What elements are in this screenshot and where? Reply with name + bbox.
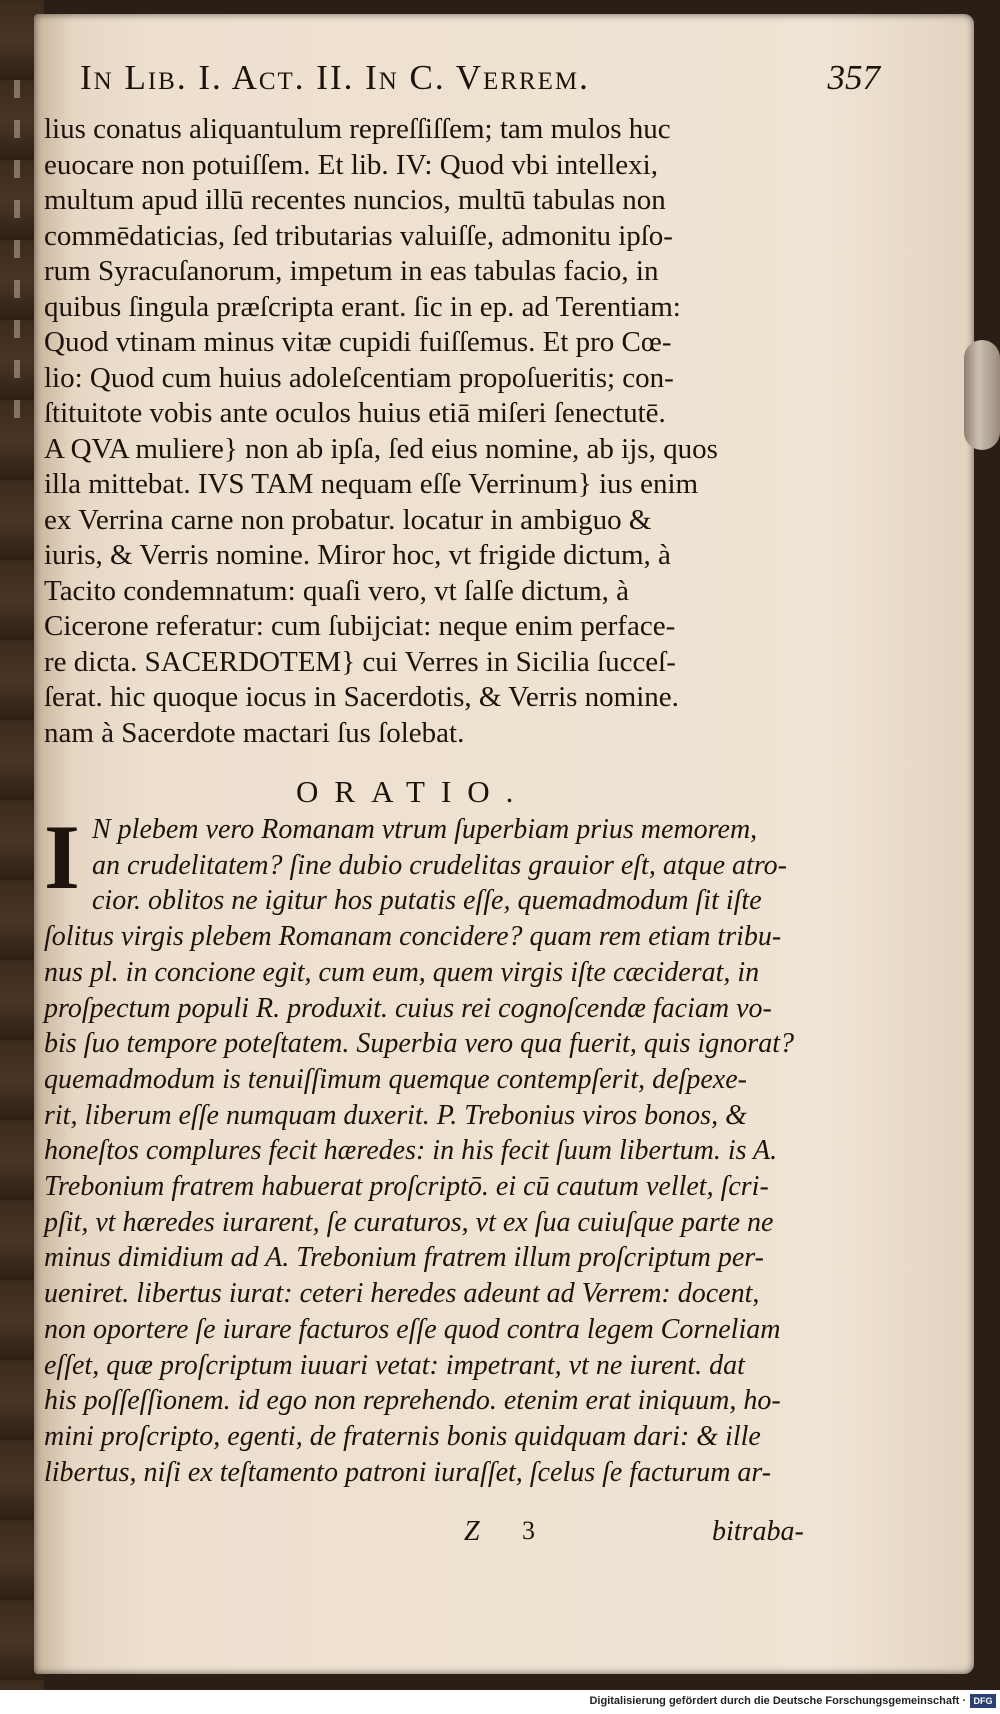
- oratio-line: N plebem vero Romanam vtrum ſuperbiam prius memorem,: [92, 814, 758, 845]
- oratio-line: his poſſeſſionem. id ego non reprehendo. etenim erat iniquum, ho-: [44, 1385, 781, 1417]
- oratio-line: eſſet, quæ proſcriptum iuuari vetat: impetrant, vt ne iurent. dat: [44, 1349, 745, 1381]
- oratio-line: an crudelitatem? ſine dubio crudelitas grauior eſt, atque atro-: [92, 849, 787, 881]
- running-title: In Lib. I. Act. II. In C. Verrem.: [80, 58, 590, 97]
- oratio-line: libertus, niſi ex teſtamento patroni iuraſſet, ſcelus ſe facturum ar-: [44, 1456, 772, 1488]
- commentary-line: Cicerone referatur: cum ſubijciat: neque enim perface-: [44, 610, 676, 642]
- oratio-line: bis ſuo tempore poteſtatem. Superbia vero qua fuerit, quis ignorat?: [44, 1028, 794, 1060]
- oratio-line: cior. oblitos ne igitur hos putatis eſſe, quemadmodum ſit iſte: [92, 885, 762, 917]
- oratio-line: quemadmodum is tenuiſſimum quemque contempſerit, deſpexe-: [44, 1063, 747, 1095]
- commentary-block: [44, 112, 854, 751]
- drop-capital: I: [44, 806, 80, 908]
- catchword: bitraba-: [712, 1516, 804, 1547]
- commentary-line: re dicta. SACERDOTEM} cui Verres in Sicilia ſucceſ-: [44, 645, 676, 678]
- dfg-logo[interactable]: DFG: [970, 1694, 996, 1708]
- folio-number: 357: [827, 58, 880, 97]
- commentary-line: Tacito condemnatum: quaſi vero, vt ſalſe dictum, à: [44, 574, 630, 607]
- oratio-line: nus pl. in concione egit, cum eum, quem virgis iſte cæciderat, in: [44, 956, 760, 988]
- commentary-line: ſerat. hic quoque iocus in Sacerdotis, & Verris nomine.: [44, 681, 679, 713]
- facing-page-edge: [6, 80, 30, 480]
- oratio-line: mini proſcripto, egenti, de fraternis bonis quidquam dari: & ille: [44, 1420, 761, 1452]
- oratio-line: honeſtos complures fecit hæredes: in his fecit ſuum libertum. is A.: [44, 1135, 778, 1167]
- oratio-line: Trebonium fratrem habuerat proſcriptō. ei cū cautum vellet, ſcri-: [44, 1171, 769, 1203]
- oratio-line: ſolitus virgis plebem Romanam concidere? quam rem etiam tribu-: [44, 921, 782, 953]
- commentary-line: ex Verrina carne non probatur. locatur in ambiguo &: [44, 503, 652, 536]
- commentary-line: A QVA muliere} non ab ipſa, ſed eius nomine, ab ijs, quos: [44, 432, 718, 465]
- oratio-line: rit, liberum eſſe numquam duxerit. P. Trebonius viros bonos, &: [44, 1099, 747, 1131]
- commentary-line: Quod vtinam minus vitæ cupidi fuiſſemus. Et pro Cœ-: [44, 326, 672, 358]
- digitization-credit-bar: [0, 1690, 1000, 1714]
- commentary-line: euocare non potuiſſem. Et lib. IV: Quod vbi intellexi,: [44, 148, 658, 181]
- signature-number: 3: [522, 1516, 535, 1545]
- oratio-line: ueniret. libertus iurat: ceteri heredes adeunt ad Verrem: docent,: [44, 1278, 760, 1310]
- commentary-line: quibus ſingula præſcripta erant. ſic in ep. ad Terentiam:: [44, 290, 681, 323]
- credit-text: Digitalisierung gefördert durch die Deutsche Forschungsgemeinschaft ·: [589, 1695, 966, 1707]
- page-header: [80, 58, 880, 98]
- commentary-line: ſtituitote vobis ante oculos huius etiā miſeri ſenectutē.: [44, 397, 666, 429]
- commentary-line: multum apud illū recentes nuncios, multū tabulas non: [44, 184, 666, 216]
- oratio-heading: ORATIO.: [296, 774, 530, 809]
- oratio-text-block: [44, 806, 854, 1490]
- oratio-line: pſit, vt hæredes iurarent, ſe curaturos, vt ex ſua cuiuſque parte ne: [44, 1206, 774, 1238]
- commentary-line: rum Syracuſanorum, impetum in eas tabulas facio, in: [44, 255, 659, 287]
- commentary-line: nam à Sacerdote mactari ſus ſolebat.: [44, 716, 465, 749]
- commentary-line: lius conatus aliquantulum repreſſiſſem; tam mulos huc: [44, 113, 671, 145]
- commentary-line: commēdaticias, ſed tributarias valuiſſe, admonitu ipſo-: [44, 219, 673, 252]
- commentary-line: illa mittebat. IVS TAM nequam eſſe Verrinum} ius enim: [44, 468, 699, 500]
- oratio-line: proſpectum populi R. produxit. cuius rei cognoſcendæ faciam vo-: [44, 992, 772, 1024]
- commentary-line: iuris, & Verris nomine. Miror hoc, vt frigide dictum, à: [44, 539, 671, 571]
- oratio-line: non oportere ſe iurare facturos eſſe quod contra legem Corneliam: [44, 1313, 781, 1345]
- signature-mark: Z: [464, 1516, 480, 1547]
- book-clasp: [964, 340, 1000, 450]
- oratio-line: minus dimidium ad A. Trebonium fratrem illum proſcriptum per-: [44, 1242, 764, 1274]
- commentary-line: lio: Quod cum huius adoleſcentiam propoſueritis; con-: [44, 361, 674, 394]
